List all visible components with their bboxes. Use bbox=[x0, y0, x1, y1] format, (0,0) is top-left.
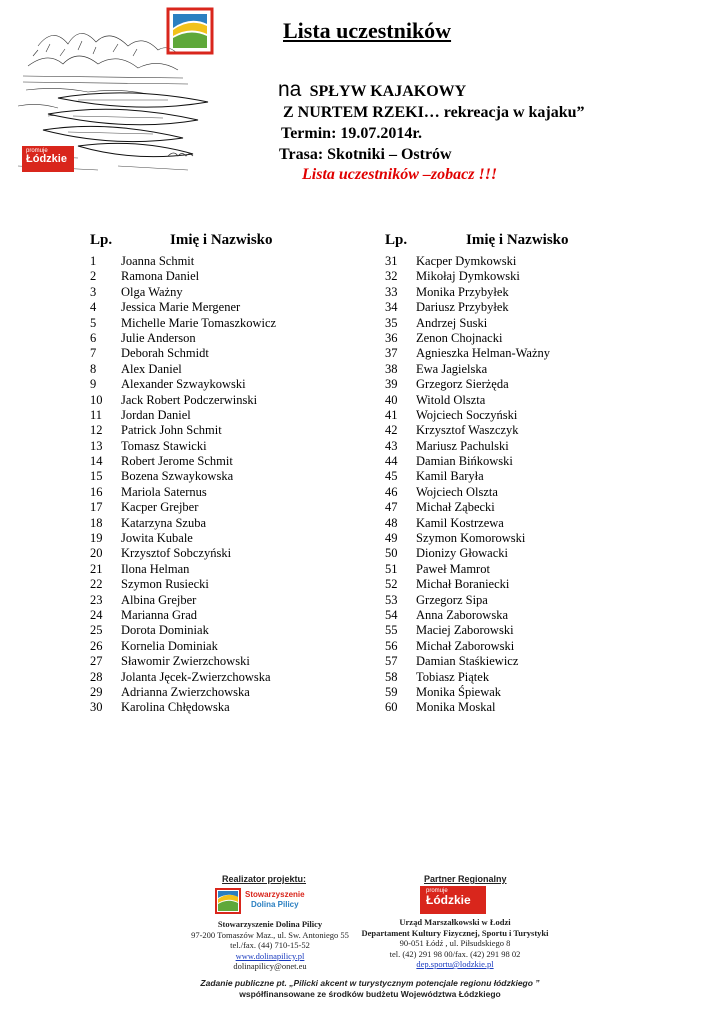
right-number-header: Lp. bbox=[385, 232, 408, 248]
right-name-header: Imię i Nazwisko bbox=[466, 232, 569, 248]
list-item bbox=[90, 423, 276, 438]
participant-name: Ewa Jagielska bbox=[416, 361, 488, 376]
realizator-email[interactable]: dolinapilicy@onet.eu bbox=[233, 961, 307, 971]
list-item bbox=[385, 269, 550, 284]
partner-label: Partner Regionalny bbox=[424, 874, 507, 884]
list-item bbox=[385, 393, 550, 408]
list-item bbox=[385, 593, 550, 608]
participant-number: 9 bbox=[90, 377, 97, 392]
participant-number: 15 bbox=[90, 469, 103, 484]
list-item bbox=[90, 331, 276, 346]
list-item bbox=[385, 454, 550, 469]
participant-name: Paweł Mamrot bbox=[416, 561, 490, 576]
participant-number: 3 bbox=[90, 284, 97, 299]
list-item bbox=[385, 331, 550, 346]
participant-number: 32 bbox=[385, 269, 398, 284]
participant-number: 23 bbox=[90, 592, 103, 607]
list-item bbox=[385, 608, 550, 623]
participant-number: 20 bbox=[90, 546, 103, 561]
participant-number: 14 bbox=[90, 454, 103, 469]
list-item bbox=[90, 346, 276, 361]
list-item bbox=[385, 670, 550, 685]
list-item bbox=[385, 408, 550, 423]
dolina-pilicy-logo bbox=[215, 886, 311, 916]
participant-name: Sławomir Zwierzchowski bbox=[121, 654, 250, 669]
participant-name: Szymon Rusiecki bbox=[121, 577, 209, 592]
participant-name: Julie Anderson bbox=[121, 330, 196, 345]
participant-name: Jowita Kubale bbox=[121, 531, 193, 546]
participant-number: 8 bbox=[90, 361, 97, 376]
participant-number: 44 bbox=[385, 454, 398, 469]
list-item bbox=[385, 285, 550, 300]
participant-name: Anna Zaborowska bbox=[416, 607, 508, 622]
dolina-pilicy-icon bbox=[215, 888, 241, 914]
list-item bbox=[385, 577, 550, 592]
participant-name: Alex Daniel bbox=[121, 361, 182, 376]
participant-number: 19 bbox=[90, 531, 103, 546]
list-item bbox=[90, 577, 276, 592]
participant-name: Michelle Marie Tomaszkowicz bbox=[121, 315, 277, 330]
participant-number: 37 bbox=[385, 346, 398, 361]
list-item bbox=[385, 316, 550, 331]
participant-number: 21 bbox=[90, 561, 103, 576]
list-item bbox=[385, 531, 550, 546]
partner-address: 90-051 Łódź , ul. Piłsudskiego 8 bbox=[399, 938, 511, 948]
participant-name: Jack Robert Podczerwinski bbox=[121, 392, 258, 407]
list-item bbox=[385, 346, 550, 361]
participant-number: 34 bbox=[385, 300, 398, 315]
list-item bbox=[385, 516, 550, 531]
participant-number: 1 bbox=[90, 254, 97, 268]
participant-name: Ramona Daniel bbox=[121, 269, 200, 284]
participant-name: Olga Ważny bbox=[121, 284, 183, 299]
list-item bbox=[385, 439, 550, 454]
event-line bbox=[278, 78, 466, 102]
list-item bbox=[90, 469, 276, 484]
participant-number: 12 bbox=[90, 423, 103, 438]
event-prefix: na bbox=[278, 78, 302, 101]
list-item bbox=[90, 485, 276, 500]
promo-brand-text: Łódzkie bbox=[26, 153, 67, 165]
list-item bbox=[385, 623, 550, 638]
participant-name: Jessica Marie Mergener bbox=[121, 300, 241, 315]
participant-number: 45 bbox=[385, 469, 398, 484]
participant-name: Mikołaj Dymkowski bbox=[416, 269, 520, 284]
participant-name: Zenon Chojnacki bbox=[416, 330, 503, 345]
list-item bbox=[90, 254, 276, 269]
participant-name: Alexander Szwaykowski bbox=[121, 377, 246, 392]
list-item bbox=[90, 562, 276, 577]
realizator-label: Realizator projektu: bbox=[222, 874, 307, 884]
participant-name: Kacper Dymkowski bbox=[416, 254, 517, 268]
event-name: SPŁYW KAJAKOWY bbox=[309, 83, 467, 100]
participants-list-right bbox=[385, 254, 550, 716]
list-item bbox=[385, 362, 550, 377]
participants-list-left bbox=[90, 254, 276, 716]
list-item bbox=[90, 285, 276, 300]
participant-number: 42 bbox=[385, 423, 398, 438]
participant-number: 5 bbox=[90, 315, 97, 330]
list-item bbox=[385, 546, 550, 561]
participant-number: 30 bbox=[90, 700, 103, 715]
participant-number: 29 bbox=[90, 684, 103, 699]
participant-name: Maciej Zaborowski bbox=[416, 623, 514, 638]
list-item bbox=[90, 316, 276, 331]
list-item bbox=[90, 608, 276, 623]
participant-number: 58 bbox=[385, 669, 398, 684]
partner-info bbox=[345, 917, 565, 970]
participant-name: Ilona Helman bbox=[121, 561, 190, 576]
list-item bbox=[90, 300, 276, 315]
participant-name: Monika Przybyłek bbox=[416, 284, 509, 299]
participant-name: Bozena Szwaykowska bbox=[121, 469, 234, 484]
list-item bbox=[90, 546, 276, 561]
participant-name: Kacper Grejber bbox=[121, 500, 199, 515]
promo-logo bbox=[22, 146, 74, 172]
participant-name: Andrzej Suski bbox=[416, 315, 488, 330]
participant-number: 56 bbox=[385, 638, 398, 653]
participant-number: 4 bbox=[90, 300, 97, 315]
participant-number: 7 bbox=[90, 346, 97, 361]
participant-name: Damian Staśkiewicz bbox=[416, 654, 519, 669]
participant-name: Agnieszka Helman-Ważny bbox=[416, 346, 551, 361]
participant-number: 36 bbox=[385, 330, 398, 345]
event-route: Trasa: Skotniki – Ostrów bbox=[279, 146, 452, 163]
participant-name: Tomasz Stawicki bbox=[121, 438, 207, 453]
participant-name: Michał Boraniecki bbox=[416, 577, 510, 592]
list-item bbox=[90, 685, 276, 700]
partner-name: Urząd Marszałkowski w Łodzi bbox=[399, 917, 511, 927]
participant-name: Michał Ząbecki bbox=[416, 500, 495, 515]
list-item bbox=[385, 654, 550, 669]
participant-name: Mariola Saternus bbox=[121, 484, 207, 499]
left-number-header: Lp. bbox=[90, 232, 113, 248]
participant-name: Patrick John Schmit bbox=[121, 423, 222, 438]
participant-number: 27 bbox=[90, 654, 103, 669]
participant-number: 26 bbox=[90, 638, 103, 653]
list-item bbox=[90, 531, 276, 546]
participant-name: Krzysztof Sobczyński bbox=[121, 546, 232, 561]
participant-number: 41 bbox=[385, 407, 398, 422]
list-item bbox=[385, 562, 550, 577]
list-item bbox=[385, 300, 550, 315]
page-title: Lista uczestników bbox=[283, 18, 452, 43]
participant-name: Wojciech Olszta bbox=[416, 484, 498, 499]
participant-number: 50 bbox=[385, 546, 398, 561]
list-item bbox=[90, 377, 276, 392]
event-subtitle: Z NURTEM RZEKI… rekreacja w kajaku” bbox=[283, 104, 585, 121]
kayak-sketch-illustration bbox=[18, 6, 230, 178]
list-item bbox=[90, 639, 276, 654]
participant-name: Kornelia Dominiak bbox=[121, 638, 218, 653]
list-item bbox=[90, 623, 276, 638]
participant-name: Wojciech Soczyński bbox=[416, 407, 518, 422]
participant-number: 51 bbox=[385, 561, 398, 576]
participant-number: 49 bbox=[385, 531, 398, 546]
dolina-logo-line1: Stowarzyszenie bbox=[245, 890, 305, 899]
participant-name: Monika Moskal bbox=[416, 700, 496, 715]
funding-note-line2: współfinansowane ze środków budżetu Województwa Łódzkiego bbox=[239, 989, 501, 999]
partner-logo-brand: Łódzkie bbox=[426, 893, 471, 907]
list-item bbox=[385, 254, 550, 269]
realizator-www-link[interactable]: www.dolinapilicy.pl bbox=[235, 950, 305, 961]
list-item bbox=[385, 377, 550, 392]
list-item bbox=[90, 593, 276, 608]
dolina-logo-line2: Dolina Pilicy bbox=[251, 900, 299, 909]
participant-number: 55 bbox=[385, 623, 398, 638]
participant-name: Krzysztof Waszczyk bbox=[416, 423, 519, 438]
participant-name: Grzegorz Sipa bbox=[416, 592, 488, 607]
funding-note-line1: Zadanie publiczne pt. „Pilicki akcent w turystycznym potencjale regionu łódzkiego ” bbox=[200, 978, 540, 988]
participant-number: 40 bbox=[385, 392, 398, 407]
realizator-phone: tel./fax. (44) 710-15-52 bbox=[230, 940, 310, 950]
list-item bbox=[90, 362, 276, 377]
list-item bbox=[90, 439, 276, 454]
participant-name: Robert Jerome Schmit bbox=[121, 454, 233, 469]
realizator-info bbox=[170, 919, 370, 972]
participant-number: 57 bbox=[385, 654, 398, 669]
participant-number: 28 bbox=[90, 669, 103, 684]
participant-number: 17 bbox=[90, 500, 103, 515]
lodzkie-footer-logo bbox=[420, 886, 486, 914]
participant-number: 2 bbox=[90, 269, 97, 284]
event-date: Termin: 19.07.2014r. bbox=[281, 125, 423, 142]
list-item bbox=[90, 454, 276, 469]
realizator-address: 97-200 Tomaszów Maz., ul. Sw. Antoniego 55 bbox=[191, 929, 349, 940]
funding-note bbox=[190, 978, 550, 1000]
list-item bbox=[385, 500, 550, 515]
list-item bbox=[385, 685, 550, 700]
participant-number: 53 bbox=[385, 592, 398, 607]
participant-name: Joanna Schmit bbox=[121, 254, 195, 268]
participant-name: Jordan Daniel bbox=[121, 407, 191, 422]
participant-name: Kamil Kostrzewa bbox=[416, 515, 504, 530]
participant-number: 18 bbox=[90, 515, 103, 530]
participant-name: Kamil Baryła bbox=[416, 469, 484, 484]
participant-number: 33 bbox=[385, 284, 398, 299]
participant-name: Monika Śpiewak bbox=[416, 684, 502, 699]
list-item bbox=[385, 700, 550, 715]
participant-name: Katarzyna Szuba bbox=[121, 515, 207, 530]
list-item bbox=[90, 670, 276, 685]
participant-name: Dionizy Głowacki bbox=[416, 546, 508, 561]
participant-name: Tobiasz Piątek bbox=[416, 669, 490, 684]
partner-email-link[interactable]: dep.sportu@lodzkie.pl bbox=[416, 959, 494, 969]
participant-name: Albina Grejber bbox=[121, 592, 197, 607]
list-item bbox=[385, 469, 550, 484]
list-item bbox=[90, 393, 276, 408]
participant-number: 10 bbox=[90, 392, 103, 407]
participant-number: 38 bbox=[385, 361, 398, 376]
participant-number: 11 bbox=[90, 407, 103, 422]
left-name-header: Imię i Nazwisko bbox=[170, 232, 273, 248]
list-item bbox=[90, 500, 276, 515]
participant-name: Jolanta Jęcek-Zwierzchowska bbox=[121, 669, 271, 684]
participant-name: Witold Olszta bbox=[416, 392, 486, 407]
list-item bbox=[90, 654, 276, 669]
participant-number: 25 bbox=[90, 623, 103, 638]
participant-name: Dariusz Przybyłek bbox=[416, 300, 509, 315]
realizator-name: Stowarzyszenie Dolina Pilicy bbox=[217, 919, 323, 929]
partner-dept: Departament Kultury Fizycznej, Sportu i Turystyki bbox=[361, 927, 549, 938]
participant-number: 13 bbox=[90, 438, 103, 453]
participant-number: 31 bbox=[385, 254, 398, 268]
participant-number: 47 bbox=[385, 500, 398, 515]
participant-name: Grzegorz Sierżęda bbox=[416, 377, 509, 392]
participant-number: 46 bbox=[385, 484, 398, 499]
participant-name: Adrianna Zwierzchowska bbox=[121, 684, 250, 699]
participant-number: 22 bbox=[90, 577, 103, 592]
list-item bbox=[385, 639, 550, 654]
participant-number: 54 bbox=[385, 607, 398, 622]
participant-number: 35 bbox=[385, 315, 398, 330]
participant-number: 43 bbox=[385, 438, 398, 453]
participant-number: 24 bbox=[90, 607, 103, 622]
list-item bbox=[385, 423, 550, 438]
participant-name: Karolina Chłędowska bbox=[121, 700, 230, 715]
participant-name: Marianna Grad bbox=[121, 607, 198, 622]
promo-small-text: promuje bbox=[26, 148, 48, 154]
participant-name: Dorota Dominiak bbox=[121, 623, 209, 638]
partner-logo-small: promuje bbox=[426, 888, 448, 894]
list-item bbox=[90, 269, 276, 284]
list-item bbox=[90, 408, 276, 423]
participant-number: 60 bbox=[385, 700, 398, 715]
list-item bbox=[90, 700, 276, 715]
participant-number: 6 bbox=[90, 330, 97, 345]
list-item bbox=[385, 485, 550, 500]
participant-number: 16 bbox=[90, 484, 103, 499]
participant-name: Damian Bińkowski bbox=[416, 454, 513, 469]
participant-number: 48 bbox=[385, 515, 398, 530]
participant-name: Deborah Schmidt bbox=[121, 346, 209, 361]
list-item bbox=[90, 516, 276, 531]
participant-name: Michał Zaborowski bbox=[416, 638, 515, 653]
participant-name: Szymon Komorowski bbox=[416, 531, 526, 546]
participant-number: 39 bbox=[385, 377, 398, 392]
participants-list-link[interactable]: Lista uczestników –zobacz !!! bbox=[302, 166, 498, 183]
participant-name: Mariusz Pachulski bbox=[416, 438, 509, 453]
participant-number: 52 bbox=[385, 577, 398, 592]
partner-phone: tel. (42) 291 98 00/fax. (42) 291 98 02 bbox=[389, 948, 521, 959]
participant-number: 59 bbox=[385, 684, 398, 699]
